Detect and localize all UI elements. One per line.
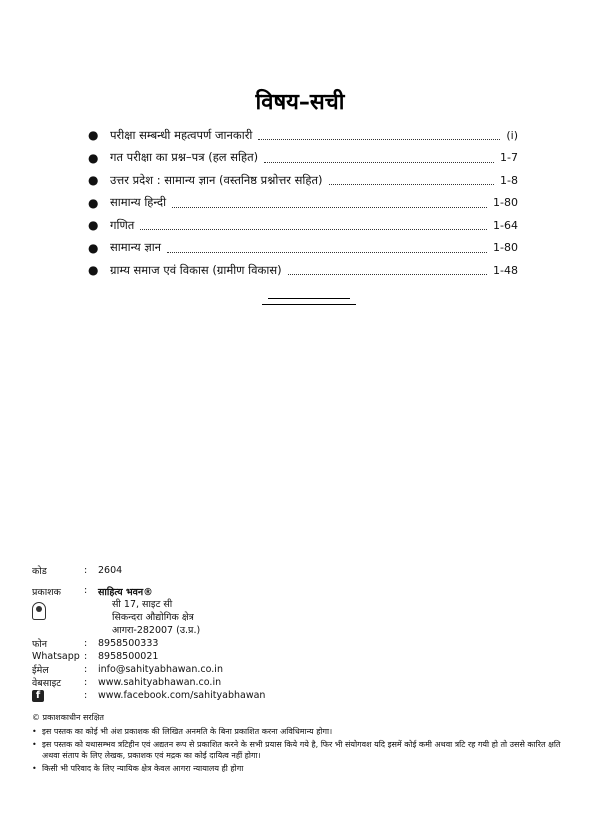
phone-label: फोन [32, 639, 48, 650]
dot-leader [172, 206, 487, 208]
toc-entry[interactable] [88, 259, 518, 282]
bullet-icon: ● [88, 173, 99, 188]
note-text: इस पस्तक को यथासम्भव त्रटिहीन एवं अद्यतन रूप से प्रकाशित करने के सभी प्रयास किये गये है, फिर भी संयोगवश यदि इसमें कोई कमी अथवा त्रटि रह गयी हो तो उससे कारित क्षति अथवा संताप के लिए लेखक, प्रकाशक एवं मद्रक का कोई दायित्व नहीं होगा। [42, 740, 561, 760]
publisher-imprint [32, 564, 572, 702]
publisher-logo-icon [32, 602, 46, 620]
toc-entry-page: 1-80 [493, 241, 518, 255]
colon: : [84, 690, 88, 701]
legal-notes [32, 712, 577, 776]
toc-entry-page: 1-8 [500, 173, 518, 187]
toc-entry-page: 1-7 [500, 151, 518, 165]
bullet-icon: ● [88, 195, 99, 210]
publisher-label-column [32, 585, 84, 637]
toc-entry[interactable] [88, 169, 518, 192]
dot-leader [140, 228, 487, 230]
bullet-icon: • [32, 764, 37, 773]
divider-rule [268, 298, 350, 299]
code-value: 2604 [98, 565, 123, 576]
toc-entry-title: गत परीक्षा का प्रश्न–पत्र (हल सहित) [110, 150, 259, 165]
toc-entry-page: 1-64 [493, 218, 518, 232]
email-label: ईमेल [32, 665, 49, 676]
toc-entry-title: ग्राम्य समाज एवं विकास (ग्रामीण विकास) [110, 262, 282, 277]
facebook-row [32, 689, 572, 702]
website-label: वेबसाइट [32, 678, 62, 689]
publisher-address [98, 598, 200, 637]
code-label: कोड [32, 566, 47, 577]
colon: : [84, 651, 88, 662]
email-row [32, 663, 572, 676]
colon: : [84, 664, 88, 675]
publisher-label: प्रकाशक [32, 587, 61, 598]
phone-row [32, 637, 572, 650]
colon: : [84, 585, 88, 596]
toc-entry-title: सामान्य ज्ञान [110, 240, 162, 255]
bullet-icon: ● [88, 150, 99, 165]
bullet-icon: • [32, 727, 37, 736]
toc-entry[interactable] [88, 192, 518, 215]
toc-entry-page: (i) [506, 128, 518, 142]
phone-value[interactable]: 8958500333 [98, 638, 159, 649]
toc-entry-title: गणित [110, 217, 135, 232]
page-title: विषय–सची [255, 90, 345, 115]
dot-leader [264, 161, 494, 163]
dot-leader [167, 251, 487, 253]
whatsapp-row [32, 650, 572, 663]
bullet-icon: ● [88, 218, 99, 233]
bullet-icon: ● [88, 128, 99, 143]
copyright-notice: © प्रकाशकाधीन सरक्षित [32, 713, 104, 722]
website-link[interactable]: www.sahityabhawan.co.in [98, 677, 222, 688]
note-list [32, 726, 577, 774]
whatsapp-label: Whatsapp [32, 651, 80, 662]
colon: : [84, 638, 88, 649]
divider-rule [262, 304, 356, 305]
bullet-icon: ● [88, 240, 99, 255]
facebook-link[interactable]: www.facebook.com/sahityabhawan [98, 690, 266, 701]
address-line: आगरा-282007 (उ.प्र.) [112, 625, 201, 636]
toc-entry[interactable] [88, 124, 518, 147]
note-text: इस पस्तक का कोई भी अंश प्रकाशक की लिखित अनमति के बिना प्रकाशित करना अविधिमान्य होगा। [42, 727, 333, 736]
toc-entry[interactable] [88, 214, 518, 237]
bullet-icon: ● [88, 263, 99, 278]
bullet-icon: • [32, 740, 37, 749]
list-item [32, 739, 577, 761]
toc-entry-title: सामान्य हिन्दी [110, 195, 167, 210]
list-item [32, 763, 577, 774]
facebook-icon: f [32, 690, 44, 702]
email-link[interactable]: info@sahityabhawan.co.in [98, 664, 223, 675]
toc-entry[interactable] [88, 147, 518, 170]
publisher-details [98, 585, 200, 637]
colon: : [84, 565, 88, 576]
list-item [32, 726, 577, 737]
dot-leader [258, 138, 500, 140]
toc-entry-title: उत्तर प्रदेश : सामान्य ज्ञान (वस्तनिष्ठ प्रश्नोत्तर सहित) [110, 172, 323, 187]
facebook-label [32, 690, 84, 702]
toc-entry[interactable] [88, 237, 518, 260]
whatsapp-value[interactable]: 8958500021 [98, 651, 159, 662]
note-text: किसी भी परिवाद के लिए न्यायिक क्षेत्र केवल आगरा न्यायालय ही होगा [42, 764, 244, 773]
dot-leader [288, 273, 487, 275]
address-line: सिकन्दरा औद्योगिक क्षेत्र [112, 612, 194, 623]
address-line: सी 17, साइट सी [112, 599, 173, 610]
toc-entry-page: 1-48 [493, 263, 518, 277]
publisher-name: साहित्य भवन® [98, 587, 153, 598]
publisher-block [32, 585, 572, 637]
toc-entry-page: 1-80 [493, 196, 518, 210]
dot-leader [329, 183, 494, 185]
code-row [32, 564, 572, 577]
colon: : [84, 677, 88, 688]
table-of-contents [88, 124, 518, 282]
toc-entry-title: परीक्षा सम्बन्धी महत्वपर्ण जानकारी [110, 127, 253, 142]
website-row [32, 676, 572, 689]
